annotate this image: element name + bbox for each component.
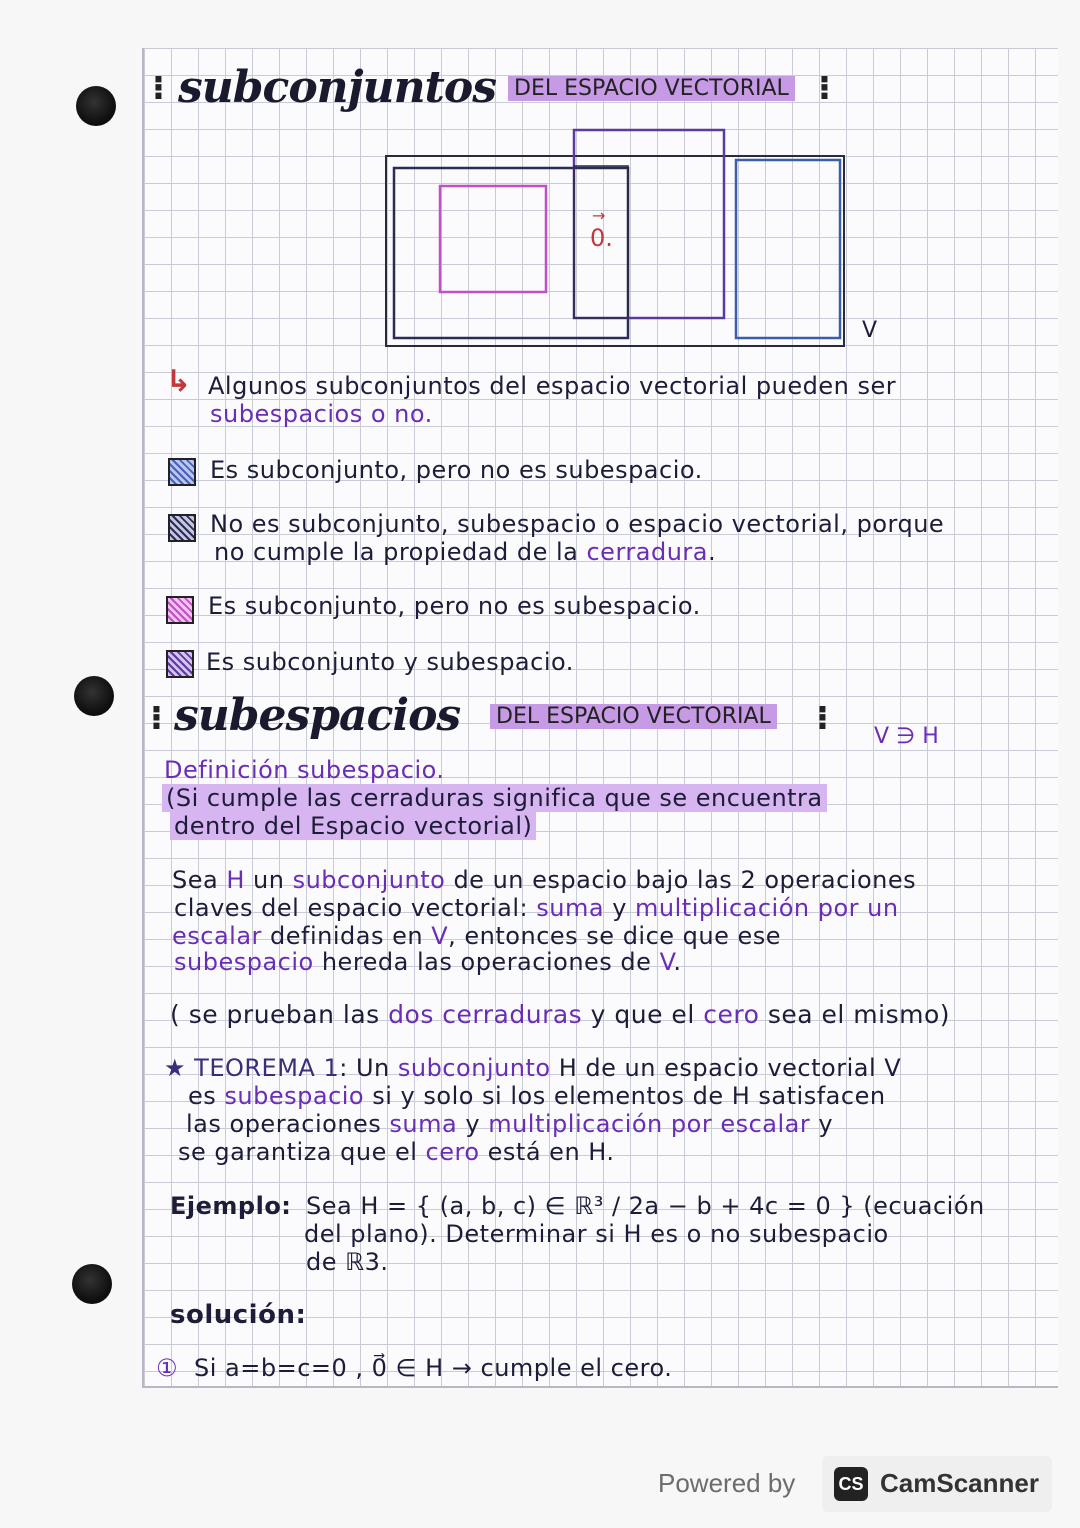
binder-hole: [72, 1264, 112, 1304]
title-subconjuntos: subconjuntos: [178, 62, 496, 113]
arrow-icon: ↳: [166, 364, 192, 399]
intro-line2: subespacios o no.: [210, 400, 433, 428]
note-line: ( se prueban las dos cerraduras y que el cero sea el mismo): [170, 1000, 950, 1029]
binder-hole: [74, 676, 114, 716]
title2-dots-left: ⁝: [150, 698, 163, 738]
solution-label: solución:: [170, 1300, 307, 1330]
example-line2: del plano). Determinar si H es o no subespacio: [304, 1220, 889, 1248]
powered-by-text: Powered by: [658, 1468, 796, 1498]
space-label: V: [862, 318, 878, 343]
legend-swatch-blue: [168, 458, 196, 486]
legend-swatch-dark: [168, 514, 196, 542]
example-line1: Sea H = { (a, b, c) ∈ ℝ³ / 2a − b + 4c = 0 } (ecuación: [306, 1192, 985, 1220]
theorem-line2: es subespacio si y solo si los elementos de H satisfacen: [188, 1082, 886, 1110]
legend-text-2a: No es subconjunto, subespacio o espacio vectorial, porque: [210, 510, 945, 538]
legend-text-1: Es subconjunto, pero no es subespacio.: [210, 456, 703, 484]
theorem-line3: las operaciones suma y multiplicación por escalar y: [186, 1110, 834, 1138]
pink-subset-box: [440, 186, 546, 292]
title-tag: DEL ESPACIO VECTORIAL: [508, 76, 795, 101]
para-line2: claves del espacio vectorial: suma y multiplicación por un: [174, 894, 899, 922]
camscanner-badge: [822, 1456, 1052, 1512]
legend-swatch-purple: [166, 650, 194, 678]
para-line1: Sea H un subconjunto de un espacio bajo las 2 operaciones: [172, 866, 917, 894]
binder-hole: [76, 86, 116, 126]
definition-heading: Definición subespacio.: [164, 756, 445, 784]
title2-dots-right: ⁝: [816, 698, 829, 738]
title2-tag: DEL ESPACIO VECTORIAL: [490, 704, 777, 729]
side-note: V ∋ H: [874, 724, 939, 749]
legend-text-2b: no cumple la propiedad de la cerradura.: [214, 538, 717, 566]
legend-text-3: Es subconjunto, pero no es subespacio.: [208, 592, 701, 620]
title-dots-left: ⁝: [152, 68, 165, 108]
example-label: Ejemplo:: [170, 1192, 292, 1220]
zero-vector-arrow: →: [592, 206, 606, 225]
theorem-line1: ★ TEOREMA 1: Un subconjunto H de un espacio vectorial V: [164, 1054, 902, 1082]
camscanner-logo-icon: CS: [834, 1467, 868, 1501]
solution-line: Si a=b=c=0 , 0⃗ ∈ H → cumple el cero.: [194, 1354, 673, 1382]
definition-line2: dentro del Espacio vectorial): [170, 812, 536, 840]
zero-vector: 0.: [590, 224, 613, 252]
definition-line1: (Si cumple las cerraduras significa que se encuentra: [162, 784, 827, 812]
para-line4: subespacio hereda las operaciones de V.: [174, 948, 682, 976]
camscanner-brand: CamScanner: [880, 1468, 1039, 1498]
star-icon: ★: [164, 1054, 187, 1082]
example-line3: de ℝ3.: [306, 1248, 389, 1276]
intro-line1: Algunos subconjuntos del espacio vectorial pueden ser: [208, 372, 897, 400]
para-line3: escalar definidas en V, entonces se dice que ese: [172, 922, 782, 950]
not-subset-box: [394, 168, 628, 338]
subset-diagram: [380, 124, 890, 354]
legend-swatch-pink: [166, 596, 194, 624]
title-subespacios: subespacios: [174, 690, 461, 741]
blue-subset-box: [736, 160, 840, 338]
title-dots-right: ⁝: [818, 68, 831, 108]
solution-number: ①: [156, 1354, 179, 1382]
legend-text-4: Es subconjunto y subespacio.: [206, 648, 574, 676]
theorem-line4: se garantiza que el cero está en H.: [178, 1138, 615, 1166]
